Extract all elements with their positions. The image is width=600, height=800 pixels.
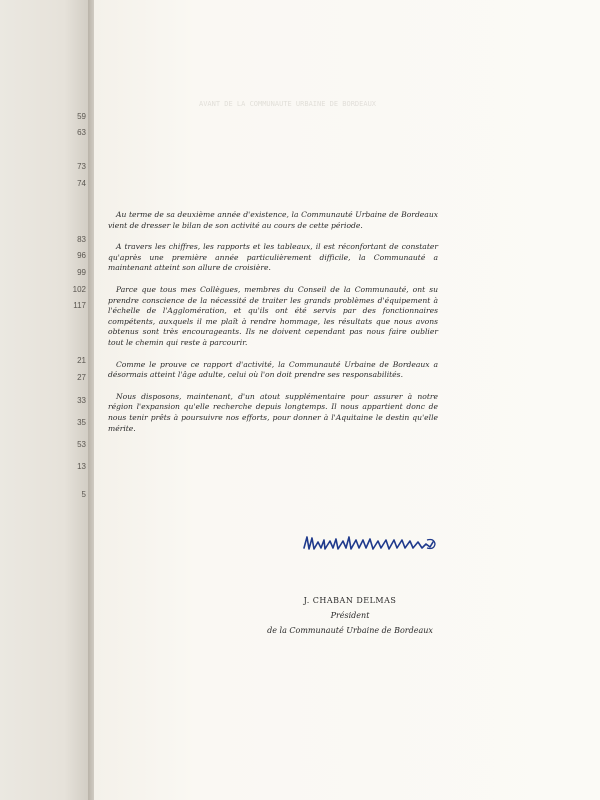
page-number: 59 (77, 112, 86, 121)
show-through-header: AVANT DE LA COMMUNAUTE URBAINE DE BORDEAUX (199, 100, 377, 108)
page-number: 5 (81, 490, 86, 499)
page-number: 27 (77, 373, 86, 382)
page-number: 96 (77, 251, 86, 260)
page-number: 102 (72, 285, 86, 294)
page-number: 33 (77, 396, 86, 405)
signatory-organization: de la Communauté Urbaine de Bordeaux (267, 626, 433, 635)
letter-paragraph: Parce que tous mes Collègues, membres du Conseil de la Communauté, ont su prendre conscience de la nécessité de traiter les grands problèmes d'équipement à l'échelle de l'Agglomération, et qu'ils ont été servis par des fonctionnaires compétents, auxquels il me plaît à rendre hommage, les résultats que nous avons obtenus sont très encourageants. Ils ne doivent cependant pas nous faire oublier tout le chemin qui reste à parcourir. (108, 284, 438, 347)
letter-paragraph: Au terme de sa deuxième année d'existence, la Communauté Urbaine de Bordeaux vient de dresser le bilan de son activité au cours de cette période. (108, 210, 438, 230)
page-number: 99 (77, 268, 86, 277)
page-number: 73 (77, 162, 86, 171)
handwritten-signature (300, 528, 440, 562)
letter-paragraph: Comme le prouve ce rapport d'activité, la Communauté Urbaine de Bordeaux a désormais atteint l'âge adulte, celui où l'on doit prendre ses responsabilités. (108, 359, 438, 380)
page-number: 35 (77, 418, 86, 427)
letter-paragraph: Nous disposons, maintenant, d'un atout supplémentaire pour assurer à notre région l'expansion qu'elle recherche depuis longtemps. Il nous appartient donc de nous tenir prêts à poursuivre nos efforts, pour donner à l'Aquitaine le destin qu'elle mérite. (108, 391, 438, 433)
page-number: 13 (77, 462, 86, 471)
page-number: 21 (77, 356, 86, 365)
page-number: 83 (77, 235, 86, 244)
left-page (0, 0, 92, 800)
page-number: 53 (77, 440, 86, 449)
page-number: 63 (77, 128, 86, 137)
page-number: 74 (77, 179, 86, 188)
signatory-name: J. CHABAN DELMAS (303, 596, 397, 605)
signature-block (200, 593, 500, 638)
page-number: 117 (73, 301, 86, 310)
signatory-title: Président (330, 611, 370, 620)
letter-paragraph: A travers les chiffres, les rapports et les tableaux, il est réconfortant de constater qu'après une première année particulièrement difficile, la Communauté a maintenant atteint son allure de croisière. (108, 242, 438, 273)
letter-body (108, 210, 438, 445)
